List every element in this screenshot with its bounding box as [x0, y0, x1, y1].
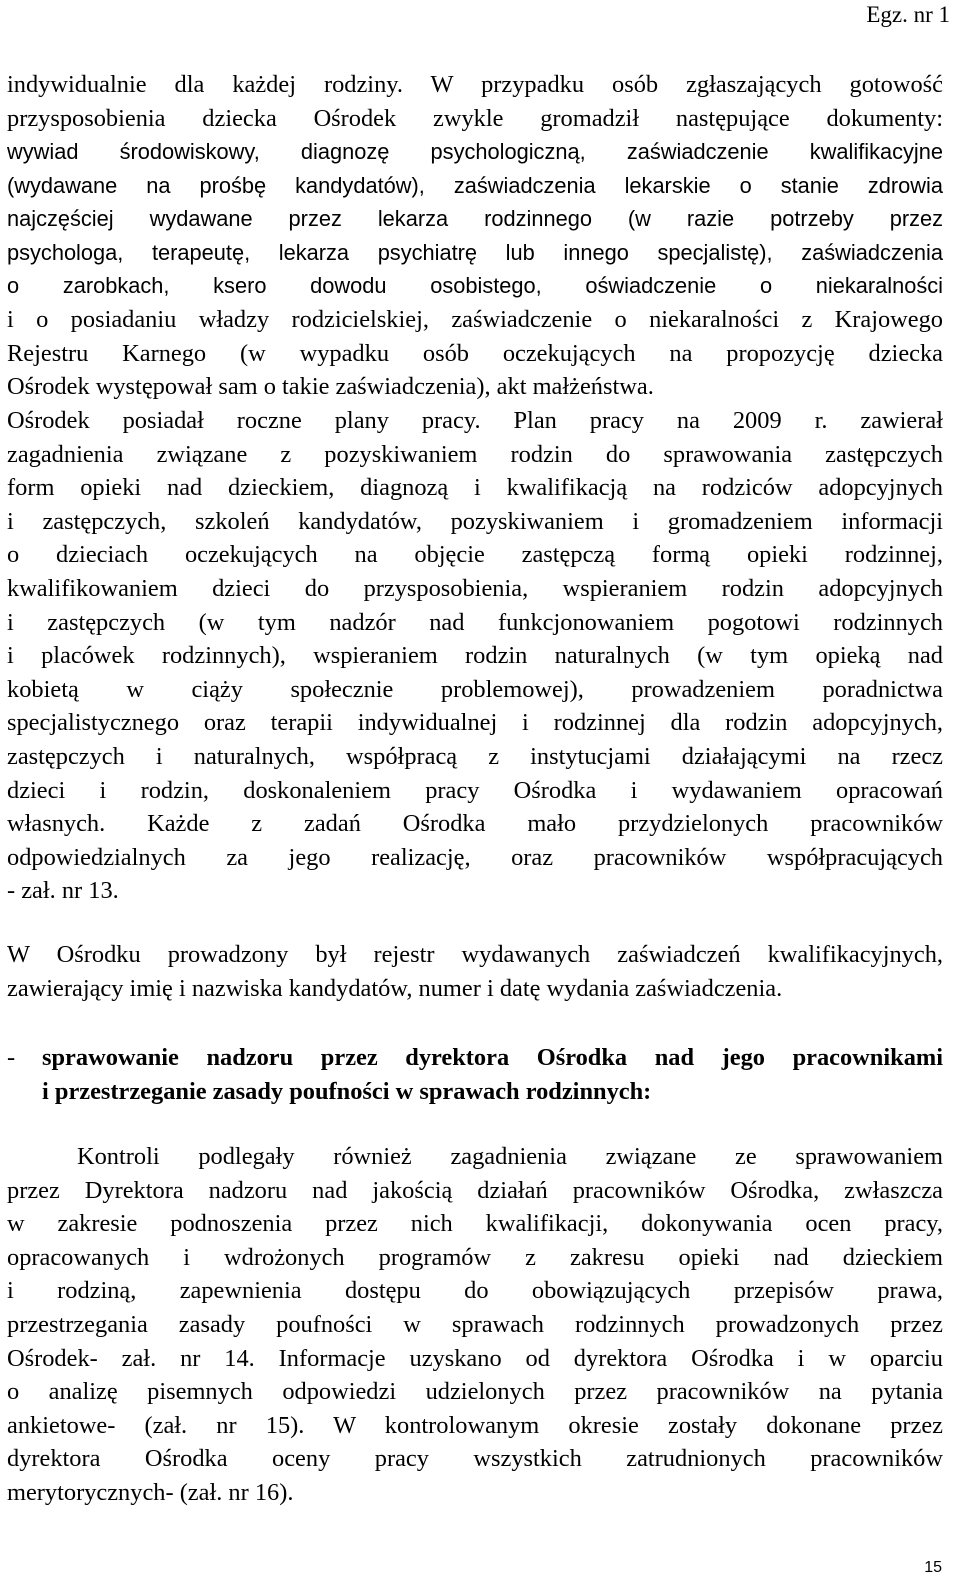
- page-number: 15: [924, 1559, 942, 1576]
- text-line: przysposobienia dziecka Ośrodek zwykle gromadził następujące dokumenty:: [7, 104, 943, 132]
- heading-line: sprawowanie nadzoru przez dyrektora Ośrodka nad jego pracownikami: [42, 1044, 943, 1071]
- text-line: zawierający imię i nazwiska kandydatów, numer i datę wydania zaświadczenia.: [7, 974, 783, 1002]
- text-line: i placówek rodzinnych), wspieraniem rodzin naturalnych (w tym opieką nad: [7, 642, 943, 670]
- text-line: (wydawane na prośbę kandydatów), zaświadczenia lekarskie o stanie zdrowia: [7, 172, 943, 198]
- text-line: opracowanych i wdrożonych programów z zakresu opieki nad dzieckiem: [7, 1243, 943, 1271]
- text-line: o dzieciach oczekujących na objęcie zastępczą formą opieki rodzinnej,: [7, 541, 943, 569]
- text-line: odpowiedzialnych za jego realizację, oraz pracowników współpracujących: [7, 843, 943, 871]
- text-line: i o posiadaniu władzy rodzicielskiej, zaświadczenie o niekaralności z Krajowego: [7, 306, 943, 333]
- text-line: form opieki nad dzieckiem, diagnozą i kwalifikacją na rodziców adopcyjnych: [7, 474, 943, 502]
- text-line: Ośrodek posiadał roczne plany pracy. Plan pracy na 2009 r. zawierał: [7, 407, 943, 434]
- text-line: ankietowe- (zał. nr 15). W kontrolowanym okresie zostały dokonane przez: [7, 1411, 943, 1439]
- text-line: najczęściej wydawane przez lekarza rodzinnego (w razie potrzeby przez: [7, 206, 943, 232]
- text-line: zagadnienia związane z pozyskiwaniem rodzin do sprawowania zastępczych: [7, 440, 943, 468]
- bullet-dash: -: [7, 1044, 16, 1071]
- text-line: kobietą w ciąży społecznie problemowej), prowadzeniem poradnictwa: [7, 675, 943, 703]
- paragraph-register: [7, 938, 943, 1005]
- paragraph-work-plan: [7, 404, 943, 908]
- text-line: Ośrodek występował sam o takie zaświadczenia), akt małżeństwa.: [7, 373, 654, 401]
- paragraph-documents-rest: [7, 303, 943, 404]
- text-line: przestrzegania zasady poufności w sprawach rodzinnych prowadzonych przez: [7, 1310, 943, 1338]
- text-line: i zastępczych (w tym nadzór nad funkcjonowaniem pogotowi rodzinnych: [7, 608, 943, 636]
- text-line: i zastępczych, szkoleń kandydatów, pozyskiwaniem i gromadzeniem informacji: [7, 507, 943, 535]
- text-line: dyrektora Ośrodka oceny pracy wszystkich zatrudnionych pracowników: [7, 1445, 943, 1473]
- paragraph-documents-list: [7, 135, 943, 303]
- text-line: zastępczych i naturalnych, współpracą z instytucjami działającymi na rzecz: [7, 742, 943, 770]
- text-line: i rodziną, zapewnienia dostępu do obowiązujących przepisów prawa,: [7, 1277, 943, 1305]
- text-line: merytorycznych- (zał. nr 16).: [7, 1478, 294, 1506]
- text-line: w zakresie podnoszenia przez nich kwalifikacji, dokonywania ocen pracy,: [7, 1210, 943, 1238]
- text-line: W Ośrodku prowadzony był rejestr wydawanych zaświadczeń kwalifikacyjnych,: [7, 941, 943, 968]
- text-line: o analizę pisemnych odpowiedzi udzielonych przez pracowników na pytania: [7, 1378, 943, 1406]
- text-line: wywiad środowiskowy, diagnozę psychologiczną, zaświadczenie kwalifikacyjne: [7, 139, 943, 164]
- text-line: indywidualnie dla każdej rodziny. W przypadku osób zgłaszających gotowość: [7, 71, 943, 98]
- text-line: dzieci i rodzin, doskonaleniem pracy Ośrodka i wydawaniem opracowań: [7, 776, 943, 804]
- text-line: psychologa, terapeutę, lekarza psychiatrę lub innego specjalistę), zaświadczenia: [7, 239, 943, 265]
- paragraph-documents-intro: [7, 68, 943, 135]
- text-line: Kontroli podlegały również zagadnienia związane ze sprawowaniem: [77, 1143, 943, 1170]
- copy-number-label: Egz. nr 1: [866, 2, 950, 27]
- text-line: o zarobkach, ksero dowodu osobistego, oświadczenie o niekaralności: [7, 273, 943, 299]
- text-line: kwalifikowaniem dzieci do przysposobienia, wspieraniem rodzin adopcyjnych: [7, 574, 943, 602]
- text-line: - zał. nr 13.: [7, 877, 119, 905]
- paragraph-supervision: [7, 1140, 943, 1510]
- text-line: przez Dyrektora nadzoru nad jakością działań pracowników Ośrodka, zwłaszcza: [7, 1176, 943, 1204]
- section-heading: [42, 1041, 943, 1108]
- text-line: specjalistycznego oraz terapii indywidualnej i rodzinnej dla rodzin adopcyjnych,: [7, 709, 943, 737]
- heading-line: i przestrzeganie zasady poufności w sprawach rodzinnych:: [42, 1077, 652, 1105]
- text-line: własnych. Każde z zadań Ośrodka mało przydzielonych pracowników: [7, 810, 943, 838]
- text-line: Ośrodek- zał. nr 14. Informacje uzyskano od dyrektora Ośrodka i w oparciu: [7, 1344, 943, 1372]
- text-line: Rejestru Karnego (w wypadku osób oczekujących na propozycję dziecka: [7, 339, 943, 367]
